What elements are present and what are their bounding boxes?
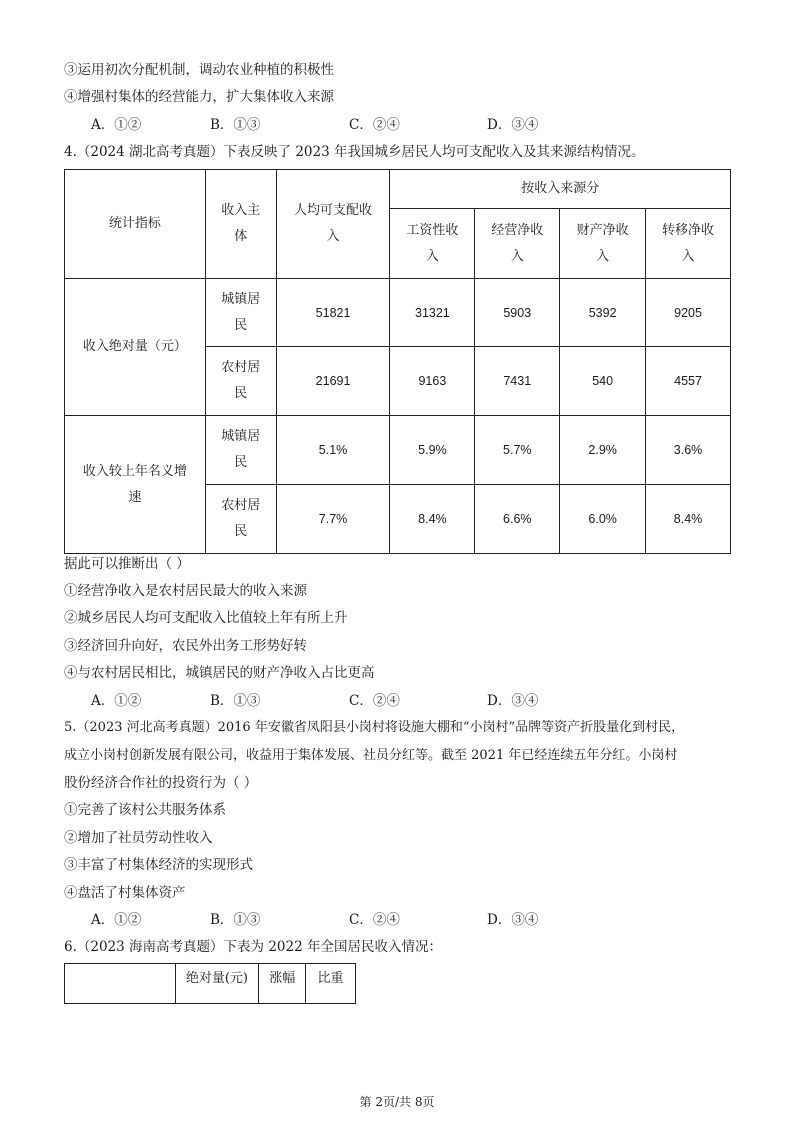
header-wage: 工资性收入 xyxy=(390,209,475,279)
q3-option-c: C．②④ xyxy=(349,117,400,133)
q4-statement-1: ①经营净收入是农村居民最大的收入来源 xyxy=(64,583,307,599)
page-footer: 第 2页/共 8页 xyxy=(359,1095,435,1109)
q6-stem: 6.（2023 海南高考真题）下表为 2022 年全国居民收入情况： xyxy=(64,939,442,955)
cell-value: 5.7% xyxy=(475,416,560,485)
header-blank xyxy=(65,964,176,1004)
header-disposable: 人均可支配收入 xyxy=(276,170,390,279)
q5-statement-3: ③丰富了村集体经济的实现形式 xyxy=(64,857,253,873)
cell-value: 51821 xyxy=(276,279,390,347)
header-business: 经营净收入 xyxy=(475,209,560,279)
q6-income-table xyxy=(64,963,356,1004)
q5-option-a: A．①② xyxy=(91,912,142,928)
cell-value: 9163 xyxy=(390,347,475,416)
q4-option-b: B．①③ xyxy=(210,693,261,709)
q5-option-d: D．③④ xyxy=(487,912,539,928)
cell-value: 5903 xyxy=(475,279,560,347)
subject-urban: 城镇居民 xyxy=(205,416,276,485)
cell-value: 4557 xyxy=(646,347,731,416)
cell-value: 8.4% xyxy=(390,485,475,554)
cell-value: 6.0% xyxy=(560,485,646,554)
subject-urban: 城镇居民 xyxy=(205,279,276,347)
cell-value: 31321 xyxy=(390,279,475,347)
cell-value: 6.6% xyxy=(475,485,560,554)
group-growth: 收入较上年名义增速 xyxy=(65,416,206,554)
cell-value: 7.7% xyxy=(276,485,390,554)
cell-value: 5.1% xyxy=(276,416,390,485)
header-by-source: 按收入来源分 xyxy=(390,170,731,209)
q4-stem: 4.（2024 湖北高考真题）下表反映了 2023 年我国城乡居民人均可支配收入及其来源结构情况。 xyxy=(64,144,645,160)
subject-rural: 农村居民 xyxy=(205,347,276,416)
header-subject: 收入主体 xyxy=(205,170,276,279)
q5-statement-1: ①完善了该村公共服务体系 xyxy=(64,802,226,818)
q4-option-d: D．③④ xyxy=(487,693,539,709)
q3-option-a: A．①② xyxy=(91,117,142,133)
header-absolute: 绝对量(元) xyxy=(175,964,259,1004)
q4-option-a: A．①② xyxy=(91,693,142,709)
header-indicator: 统计指标 xyxy=(65,170,206,279)
q4-ask: 据此可以推断出（ ） xyxy=(64,556,190,572)
cell-value: 21691 xyxy=(276,347,390,416)
q4-statement-4: ④与农村居民相比，城镇居民的财产净收入占比更高 xyxy=(64,665,375,681)
cell-value: 3.6% xyxy=(646,416,731,485)
cell-value: 2.9% xyxy=(560,416,646,485)
group-absolute: 收入绝对量（元） xyxy=(65,279,206,416)
q5-stem-line-2: 成立小岗村创新发展有限公司，收益用于集体发展、社员分红等。截至 2021 年已经连续五年分红。小岗村 xyxy=(64,748,678,763)
q3-statement-4: ④增强村集体的经营能力，扩大集体收入来源 xyxy=(64,89,334,105)
q5-stem-line-3: 股份经济合作社的投资行为（ ） xyxy=(64,775,258,791)
q5-stem-line-1: 5.（2023 河北高考真题）2016 年安徽省凤阳县小岗村将设施大棚和“小岗村”品牌等资产折股量化到村民， xyxy=(64,720,685,735)
q5-option-b: B．①③ xyxy=(210,912,261,928)
q5-statement-4: ④盘活了村集体资产 xyxy=(64,885,186,901)
cell-value: 5392 xyxy=(560,279,646,347)
header-transfer: 转移净收入 xyxy=(646,209,731,279)
header-change: 涨幅 xyxy=(259,964,306,1004)
q4-income-table xyxy=(64,169,731,554)
q3-option-d: D．③④ xyxy=(487,117,539,133)
q5-option-c: C．②④ xyxy=(349,912,400,928)
cell-value: 540 xyxy=(560,347,646,416)
q4-statement-2: ②城乡居民人均可支配收入比值较上年有所上升 xyxy=(64,610,348,626)
table-row xyxy=(65,416,731,485)
q4-statement-3: ③经济回升向好，农民外出务工形势好转 xyxy=(64,638,307,654)
q5-statement-2: ②增加了社员劳动性收入 xyxy=(64,830,213,846)
header-weight: 比重 xyxy=(306,964,356,1004)
cell-value: 9205 xyxy=(646,279,731,347)
table-row xyxy=(65,279,731,347)
q3-option-b: B．①③ xyxy=(210,117,261,133)
header-property: 财产净收入 xyxy=(560,209,646,279)
cell-value: 8.4% xyxy=(646,485,731,554)
subject-rural: 农村居民 xyxy=(205,485,276,554)
q4-option-c: C．②④ xyxy=(349,693,400,709)
cell-value: 5.9% xyxy=(390,416,475,485)
q3-statement-3: ③运用初次分配机制，调动农业种植的积极性 xyxy=(64,62,334,78)
cell-value: 7431 xyxy=(475,347,560,416)
